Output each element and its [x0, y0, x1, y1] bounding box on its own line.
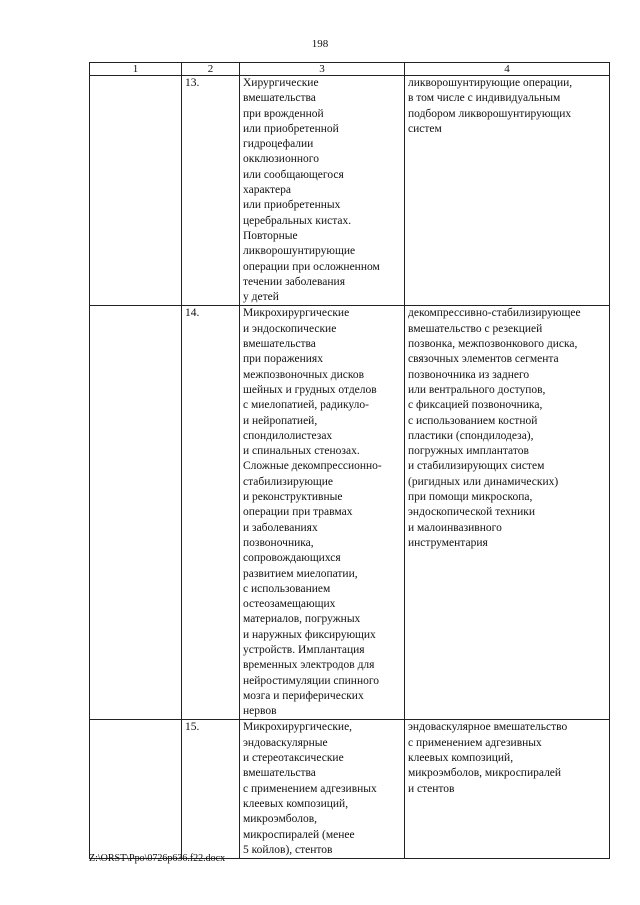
text-line: Повторные	[243, 229, 298, 242]
text-line: позвоночника,	[243, 536, 314, 549]
text-line: позвонка, межпозвонкового диска,	[408, 338, 578, 351]
text-line: систем	[408, 122, 442, 135]
text-line: связочных элементов сегмента	[408, 353, 559, 366]
text-line: ликворошунтирующие операции,	[408, 77, 573, 89]
text-line: межпозвоночных дисков	[243, 368, 365, 381]
text-line: и реконструктивные	[243, 491, 343, 504]
text-line: (ригидных или динамических)	[408, 475, 559, 488]
text-line: подбором ликворошунтирующих	[408, 107, 572, 120]
text-line: в том числе с индивидуальным	[408, 92, 561, 105]
text-line: с применением адгезивных	[243, 782, 377, 795]
text-line: временных электродов для	[243, 659, 375, 672]
text-line: и стентов	[408, 782, 455, 795]
text-line: устройств. Имплантация	[243, 643, 365, 656]
table-row	[90, 720, 610, 859]
text-line: вмешательства	[243, 338, 316, 351]
text-line: и заболеваниях	[243, 521, 318, 534]
text-line: вмешательство с резекцией	[408, 322, 543, 335]
text-line: течении заболевания	[243, 275, 345, 288]
text-line: стабилизирующие	[243, 475, 334, 488]
text-line: позвоночника из заднего	[408, 368, 530, 381]
text-line: нервов	[243, 705, 277, 718]
text-line: характера	[243, 184, 291, 197]
procedure-method-cell	[405, 306, 610, 720]
procedure-group-cell	[240, 720, 405, 859]
text-line: с миелопатией, радикуло-	[243, 399, 370, 412]
text-line: и эндоскопические	[243, 322, 337, 335]
text-line: и наружных фиксирующих	[243, 628, 376, 641]
text-line: и стереотаксические	[243, 752, 344, 765]
text-line: и спинальных стенозах.	[243, 445, 360, 458]
text-line: сопровождающихся	[243, 552, 341, 565]
text-line: при врожденной	[243, 107, 324, 120]
text-line: спондилолистезах	[243, 429, 333, 442]
text-line: погружных имплантатов	[408, 445, 529, 458]
procedure-group-cell	[240, 76, 405, 306]
file-path-footer: Z:\ORST\Ppo\0726p636.f22.docx	[89, 853, 226, 864]
text-line: остеозамещающих	[243, 598, 336, 611]
text-line: при поражениях	[243, 353, 323, 366]
text-line: мозга и периферических	[243, 689, 364, 702]
text-line: Микрохирургические	[243, 307, 350, 320]
column-header: 2	[182, 63, 240, 76]
text-line: микроспиралей (менее	[243, 828, 355, 841]
procedure-group-cell	[240, 306, 405, 720]
text-line: операции при осложненном	[243, 260, 380, 273]
text-line: церебральных кистах.	[243, 214, 352, 227]
text-line: эндоскопической техники	[408, 506, 535, 519]
text-line: микроэмболов, микроспиралей	[408, 767, 562, 780]
text-line: клеевых композиций,	[243, 797, 349, 810]
text-line: Сложные декомпрессионно-	[243, 460, 382, 473]
table-header-row	[90, 63, 610, 76]
text-line: развитием миелопатии,	[243, 567, 358, 580]
text-line: с использованием	[243, 582, 331, 595]
empty-cell	[90, 720, 182, 859]
text-line: с применением адгезивных	[408, 736, 542, 749]
text-line: Хирургические	[243, 77, 319, 89]
text-line: с использованием костной	[408, 414, 538, 427]
text-line: эндоваскулярные	[243, 736, 328, 749]
text-line: нейростимуляции спинного	[243, 674, 380, 687]
text-line: гидроцефалии	[243, 138, 314, 151]
row-number: 13.	[182, 76, 240, 306]
procedure-method-cell	[405, 720, 610, 859]
text-line: или приобретенных	[243, 199, 341, 212]
procedures-table	[89, 62, 610, 859]
text-line: клеевых композиций,	[408, 752, 514, 765]
text-line: 5 койлов), стентов	[243, 843, 333, 856]
text-line: окклюзионного	[243, 153, 319, 166]
text-line: операции при травмах	[243, 506, 353, 519]
text-line: материалов, погружных	[243, 613, 361, 626]
text-line: вмешательства	[243, 767, 316, 780]
text-line: или приобретенной	[243, 122, 339, 135]
column-header: 3	[240, 63, 405, 76]
text-line: при помощи микроскопа,	[408, 491, 533, 504]
column-header: 4	[405, 63, 610, 76]
text-line: пластики (спондилодеза),	[408, 429, 534, 442]
text-line: декомпрессивно-стабилизирующее	[408, 307, 581, 320]
text-line: или вентрального доступов,	[408, 383, 546, 396]
text-line: эндоваскулярное вмешательство	[408, 721, 568, 734]
text-line: ликворошунтирующие	[243, 245, 356, 258]
empty-cell	[90, 306, 182, 720]
text-line: и малоинвазивного	[408, 521, 502, 534]
table-row	[90, 76, 610, 306]
text-line: у детей	[243, 291, 279, 304]
text-line: шейных и грудных отделов	[243, 383, 377, 396]
empty-cell	[90, 76, 182, 306]
procedure-method-cell	[405, 76, 610, 306]
text-line: инструментария	[408, 536, 488, 549]
text-line: и нейропатией,	[243, 414, 318, 427]
text-line: вмешательства	[243, 92, 316, 105]
text-line: и стабилизирующих систем	[408, 460, 545, 473]
text-line: микроэмболов,	[243, 813, 318, 826]
row-number: 15.	[182, 720, 240, 859]
column-header: 1	[90, 63, 182, 76]
text-line: с фиксацией позвоночника,	[408, 399, 543, 412]
row-number: 14.	[182, 306, 240, 720]
text-line: или сообщающегося	[243, 168, 344, 181]
table-row	[90, 306, 610, 720]
text-line: Микрохирургические,	[243, 721, 353, 734]
page-number: 198	[311, 38, 329, 50]
